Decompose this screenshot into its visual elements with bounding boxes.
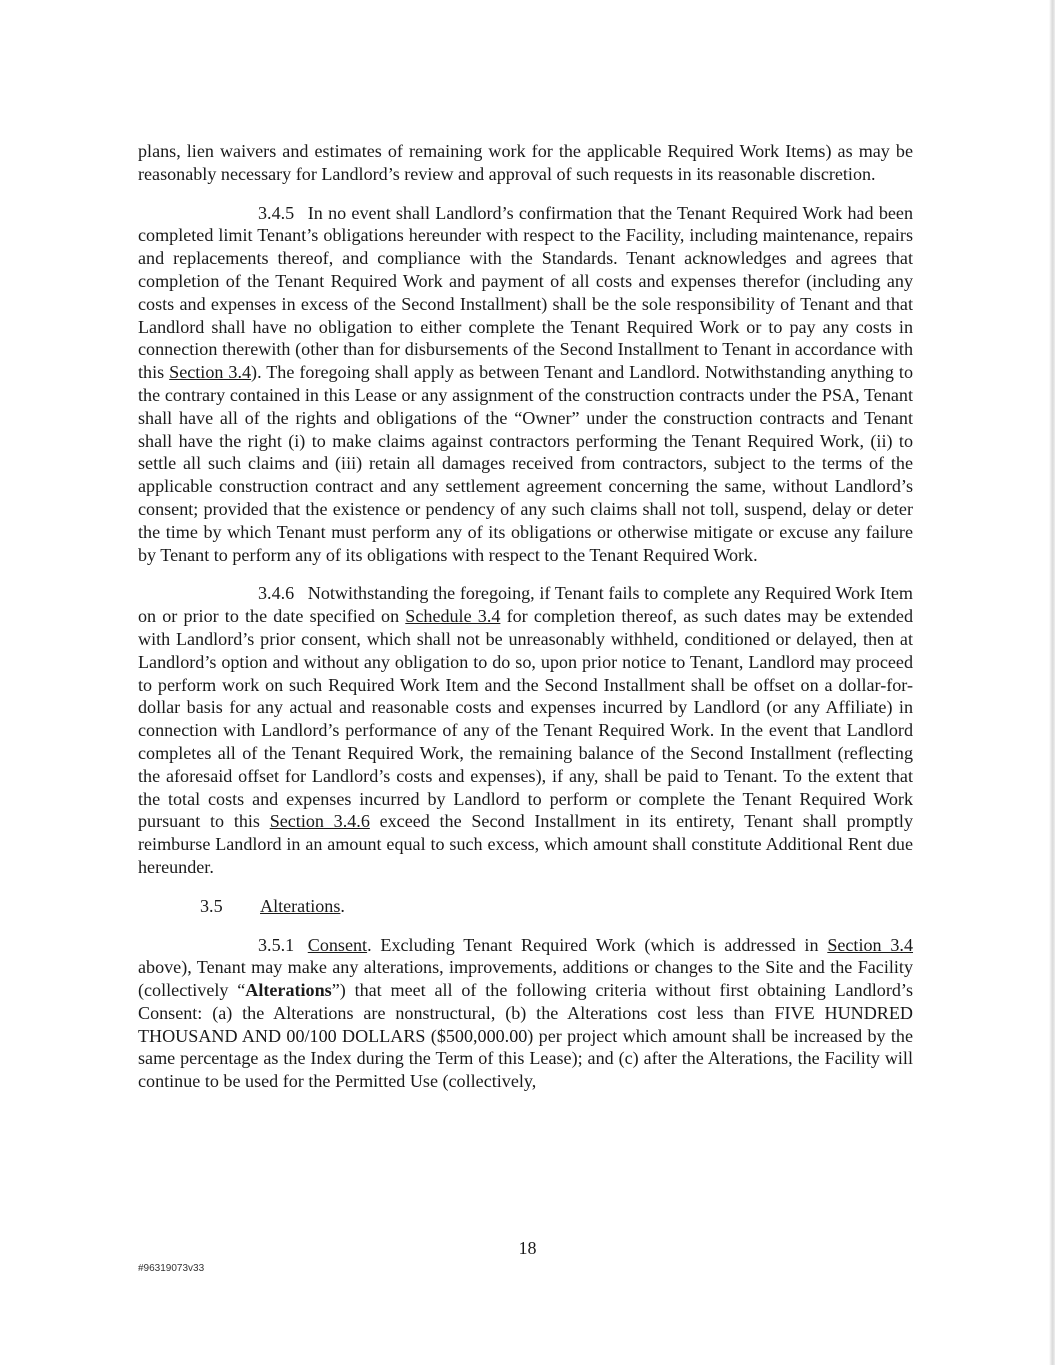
section-text: exceed the Second Installment in its entirety, Tenant shall promptly reimburse Landlord in an amount equal to such excess, which amount shall constitute Additional Rent due hereunder. bbox=[138, 811, 913, 877]
section-title: Alterations bbox=[260, 895, 341, 916]
subsection-title: Consent bbox=[307, 934, 368, 955]
cross-reference-link[interactable]: Section 3.4.6 bbox=[269, 811, 370, 832]
section-text: ”) that meet all of the following criteria without first obtaining Landlord’s Consent: (a) the Alterations are nonstructural, (b) the Alterations cost less than FIVE HUNDRED THOUSAND AND 00/100 DOLLARS ($500,000.00) per project which amount shall be increased by the same percentage as the Index during the Term of this Lease); and (c) after the Alterations, the Facility will continue to be used for the Permitted Use (collectively, bbox=[138, 980, 913, 1092]
document-body bbox=[138, 140, 913, 1109]
section-text: above), Tenant may make any alterations, improvements, additions or changes to the Site and the Facility (collectively “ bbox=[138, 957, 913, 1001]
section-text: Excluding Tenant Required Work (which is addressed in bbox=[380, 934, 819, 955]
defined-term: Alterations bbox=[245, 980, 332, 1001]
section-text: In no event shall Landlord’s confirmation that the Tenant Required Work had been completed limit Tenant’s obligations hereunder with respect to the Facility, including maintenance, repairs and replacements thereof, and compliance with the Standards. Tenant acknowledges and agrees that completion of the Tenant Required Work and payment of all costs and expenses therefor (including any costs and expenses in excess of the Second Installment) shall be the sole responsibility of Tenant and that Landlord shall have no obligation to either complete the Tenant Required Work or to pay any costs in connection therewith (other than for disbursements of the Second Installment to Tenant in accordance with this bbox=[138, 202, 913, 383]
paragraph-continuation bbox=[138, 140, 913, 186]
paragraph-text: plans, lien waivers and estimates of remaining work for the applicable Required Work Items) as may be reasonably necessary for Landlord’s review and approval of such requests in its reasonable discretion. bbox=[138, 141, 913, 184]
document-id: #96319073v33 bbox=[138, 1263, 205, 1274]
section-3-4-6 bbox=[138, 582, 913, 878]
section-text: for completion thereof, as such dates may be extended with Landlord’s prior consent, which shall not be unreasonably withheld, conditioned or delayed, then at Landlord’s option and without any obligation to do so, upon prior notice to Tenant, Landlord may proceed to perform work on such Required Work Item and the Second Installment shall be offset on a dollar-for-dollar basis for any actual and reasonable costs and expenses incurred by Landlord (or any Affiliate) in connection with Landlord’s performance of any of the Tenant Required Work. In the event that Landlord completes all of the Tenant Required Work, the remaining balance of the Second Installment (reflecting the aforesaid offset for Landlord’s costs and expenses), if any, shall be paid to Tenant. To the extent that the total costs and expenses incurred by Landlord to perform or complete the Tenant Required Work pursuant to this bbox=[138, 606, 914, 832]
section-3-4-5 bbox=[138, 202, 913, 567]
section-text: ). The foregoing shall apply as between Tenant and Landlord. Notwithstanding anything to the contrary contained in this Lease or any assignment of the construction contracts under the PSA, Tenant shall have all of the rights and obligations of the “Owner” under the construction contracts and Tenant shall have the right (i) to make claims against contractors performing the Tenant Required Work, (ii) to settle all such claims and (iii) retain all damages received from contractors, subject to the terms of the applicable construction contract and any settlement agreement concerning the same, without Landlord’s consent; provided that the existence or pendency of any such claims shall not toll, suspend, delay or deter the time by which Tenant must perform any of its obligations or otherwise mitigate or excuse any failure by Tenant to perform any of its obligations with respect to the Tenant Required Work. bbox=[138, 362, 913, 565]
section-3-5-heading: 3.5 Alterations. bbox=[200, 895, 345, 916]
cross-reference-link[interactable]: Section 3.4 bbox=[827, 934, 914, 955]
section-number: 3.4.5 bbox=[258, 202, 295, 223]
section-number: 3.5 bbox=[200, 895, 223, 916]
section-3-5-1: 3.5.1 Consent. Excluding Tenant Required Work (which is addressed in Section 3.4 above), Tenant may make any alterations, improvements, additions or changes to the Site and the Facility (collectively “Alterations”) that meet all of the following criteria without first obtaining Landlord’s Consent: (a) the Alterations are nonstructural, (b) the Alterations cost less than FIVE HUNDRED THOUSAND AND 00/100 DOLLARS ($500,000.00) per project which amount shall be increased by the same percentage as the Index during the Term of this Lease); and (c) after the Alterations, the Facility will continue to be used for the Permitted Use (collectively, bbox=[138, 934, 914, 1092]
page-number: 18 bbox=[518, 1238, 537, 1258]
section-number: 3.4.6 bbox=[258, 583, 295, 604]
page-edge bbox=[1049, 0, 1055, 1365]
section-number: 3.5.1 bbox=[258, 934, 295, 955]
section-text: Notwithstanding the foregoing, if Tenant fails to complete any Required Work Item on or prior to the date specified on bbox=[138, 583, 913, 627]
cross-reference-link[interactable]: Schedule 3.4 bbox=[405, 606, 501, 627]
cross-reference-link[interactable]: Section 3.4 bbox=[169, 362, 252, 383]
